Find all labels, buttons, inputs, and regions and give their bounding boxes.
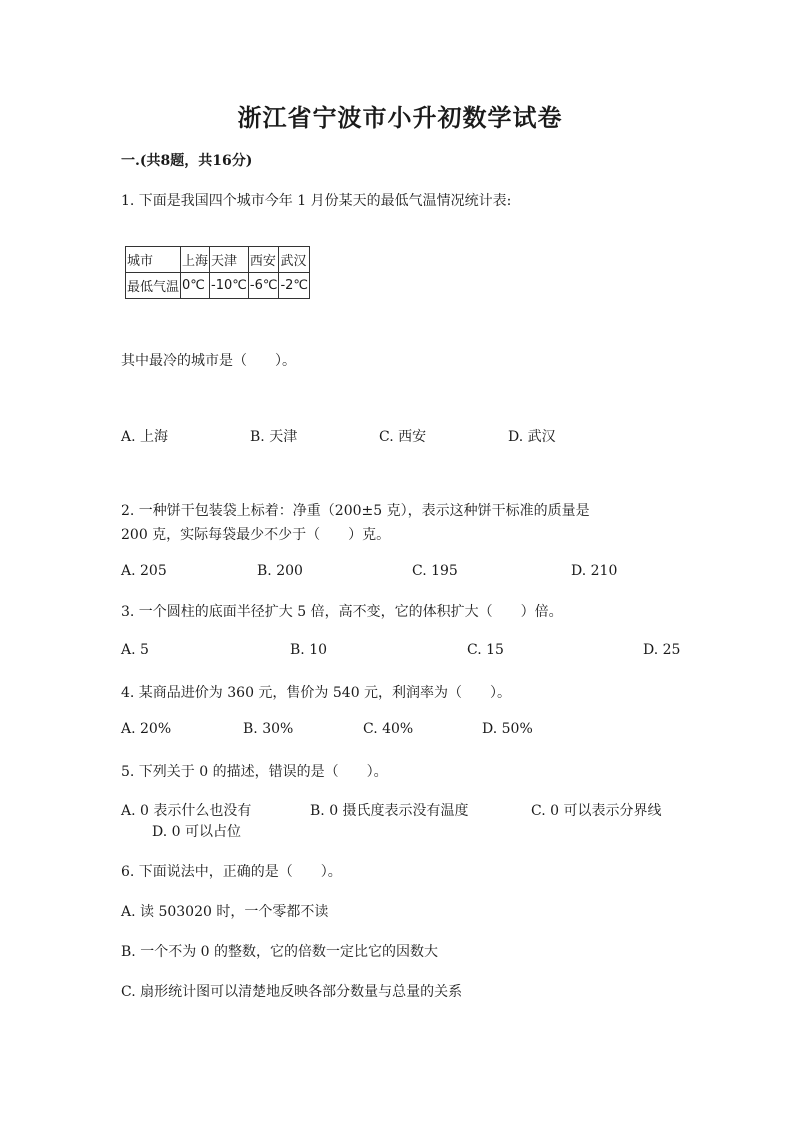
table-cell: -10℃ [210, 273, 249, 299]
question-1-prompt: 其中最冷的城市是（ ）。 [121, 353, 296, 369]
question-2-stem-line-1: 2. 一种饼干包装袋上标着：净重（200±5 克），表示这种饼干标准的质量是 [121, 503, 590, 519]
question-2-option-c[interactable]: C. 195 [412, 563, 458, 579]
table-cell: 西安 [248, 247, 279, 273]
question-2-option-d[interactable]: D. 210 [571, 563, 618, 579]
table-row [126, 273, 310, 299]
question-1-option-c[interactable]: C. 西安 [379, 429, 427, 445]
question-6-stem: 6. 下面说法中，正确的是（ ）。 [121, 864, 342, 880]
exam-title: 浙江省宁波市小升初数学试卷 [237, 103, 563, 132]
question-1-option-d[interactable]: D. 武汉 [508, 429, 556, 445]
question-3-stem: 3. 一个圆柱的底面半径扩大 5 倍，高不变，它的体积扩大（ ）倍。 [121, 604, 563, 620]
question-4-option-b[interactable]: B. 30% [243, 721, 294, 737]
question-4-option-d[interactable]: D. 50% [482, 721, 533, 737]
table-cell: 上海 [181, 247, 210, 273]
question-5-stem: 5. 下列关于 0 的描述，错误的是（ ）。 [121, 764, 388, 780]
table-cell: 最低气温 [126, 273, 181, 299]
question-5-option-c[interactable]: C. 0 可以表示分界线 [531, 803, 662, 819]
question-4-stem: 4. 某商品进价为 360 元，售价为 540 元，利润率为（ ）。 [121, 685, 512, 701]
table-cell: -2℃ [279, 273, 310, 299]
question-4-option-a[interactable]: A. 20% [121, 721, 172, 737]
question-2-option-b[interactable]: B. 200 [257, 563, 303, 579]
question-1-option-b[interactable]: B. 天津 [250, 429, 298, 445]
question-6-option-c[interactable]: C. 扇形统计图可以清楚地反映各部分数量与总量的关系 [121, 984, 463, 1000]
table-cell: 武汉 [279, 247, 310, 273]
question-6-option-b[interactable]: B. 一个不为 0 的整数，它的倍数一定比它的因数大 [121, 944, 438, 960]
question-2-option-a[interactable]: A. 205 [121, 563, 167, 579]
section-heading: 一.(共8题，共16分) [121, 153, 253, 169]
question-1-stem: 1. 下面是我国四个城市今年 1 月份某天的最低气温情况统计表: [121, 193, 512, 209]
question-4-option-c[interactable]: C. 40% [363, 721, 414, 737]
table-header-row [126, 247, 310, 273]
temperature-table [125, 246, 310, 299]
table-cell: -6℃ [248, 273, 279, 299]
question-3-option-c[interactable]: C. 15 [467, 642, 504, 658]
question-5-option-a[interactable]: A. 0 表示什么也没有 [121, 803, 252, 819]
question-3-option-a[interactable]: A. 5 [121, 642, 149, 658]
table-cell: 0℃ [181, 273, 210, 299]
question-5-option-b[interactable]: B. 0 摄氏度表示没有温度 [310, 803, 469, 819]
question-1-option-a[interactable]: A. 上海 [121, 429, 169, 445]
question-5-option-d[interactable]: D. 0 可以占位 [152, 824, 241, 840]
question-6-option-a[interactable]: A. 读 503020 时，一个零都不读 [121, 904, 329, 920]
question-3-option-b[interactable]: B. 10 [290, 642, 328, 658]
question-3-option-d[interactable]: D. 25 [643, 642, 681, 658]
table-cell: 天津 [210, 247, 249, 273]
question-2-stem-line-2: 200 克，实际每袋最少不少于（ ）克。 [121, 527, 391, 543]
table-cell: 城市 [126, 247, 181, 273]
